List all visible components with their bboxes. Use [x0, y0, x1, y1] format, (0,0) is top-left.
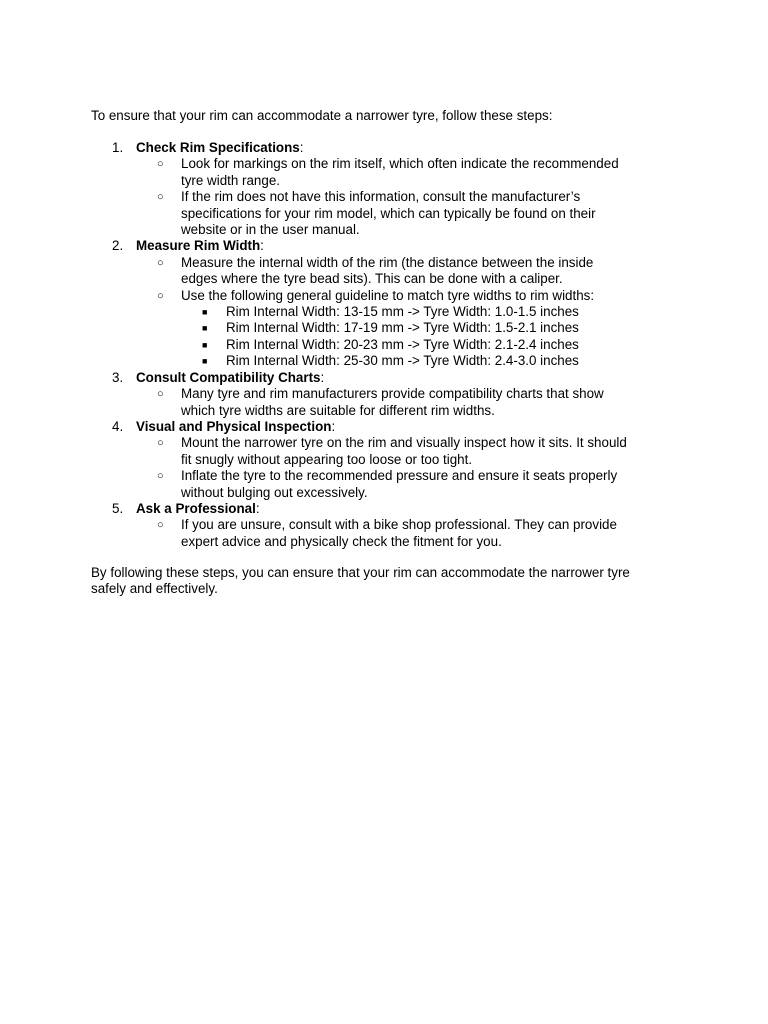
- step-sublist: [136, 435, 691, 501]
- step-colon: :: [255, 500, 260, 516]
- guideline-text: Rim Internal Width: 20-23 mm -> Tyre Width: 2.1-2.4 inches: [226, 336, 579, 352]
- step-sublist: [136, 517, 691, 550]
- intro-paragraph: To ensure that your rim can accommodate a narrower tyre, follow these steps:: [91, 108, 553, 123]
- step-number: 2.: [112, 238, 124, 254]
- sub-item-text: Many tyre and rim manufacturers provide compatibility charts that show which tyre widths are suitable for different rim widths.: [181, 386, 604, 418]
- hollow-circle-bullet-icon: ○: [157, 256, 164, 269]
- guideline-item: [181, 353, 631, 369]
- step-colon: :: [320, 369, 325, 385]
- step-colon: :: [299, 140, 304, 155]
- sub-item-text: Inflate the tyre to the recommended pressure and ensure it seats properly without bulging out excessively.: [181, 468, 618, 500]
- sub-item: [136, 255, 631, 288]
- step-item: [91, 501, 691, 550]
- sub-item-text: If you are unsure, consult with a bike shop professional. They can provide expert advice and physically check the fitment for you.: [181, 517, 617, 549]
- sub-item-text: Mount the narrower tyre on the rim and visually inspect how it sits. It should fit snugly without appearing too loose or too tight.: [181, 435, 627, 467]
- steps-list: [91, 140, 691, 550]
- sub-item: [136, 517, 631, 550]
- guideline-list: [181, 304, 631, 370]
- square-bullet-icon: ■: [202, 339, 208, 350]
- sub-item-text: Look for markings on the rim itself, which often indicate the recommended tyre width range.: [181, 156, 619, 188]
- step-sublist: [136, 386, 691, 419]
- guideline-item: [181, 320, 631, 336]
- sub-item: [136, 288, 631, 370]
- step-sublist: [136, 255, 691, 370]
- step-item: [91, 370, 691, 419]
- square-bullet-icon: ■: [202, 307, 208, 318]
- hollow-circle-bullet-icon: ○: [157, 289, 164, 302]
- sub-item-text: Measure the internal width of the rim (the distance between the inside edges where the tyre bead sits). This can be done with a caliper.: [181, 254, 594, 287]
- outro-paragraph: By following these steps, you can ensure that your rim can accommodate the narrower tyre safely and effectively.: [91, 565, 630, 597]
- square-bullet-icon: ■: [202, 356, 208, 367]
- step-number: 4.: [112, 418, 124, 434]
- step-number: 5.: [112, 500, 124, 516]
- step-number: 1.: [112, 140, 124, 155]
- sub-item-text: Use the following general guideline to match tyre widths to rim widths:: [181, 287, 595, 303]
- step-colon: :: [331, 418, 336, 434]
- sub-item: [136, 156, 631, 189]
- step-title: Ask a Professional: [136, 500, 256, 516]
- step-title: Measure Rim Width: [136, 238, 261, 254]
- step-item: [91, 238, 691, 369]
- step-number: 3.: [112, 369, 124, 385]
- guideline-item: [181, 337, 631, 353]
- step-item: [91, 419, 691, 501]
- hollow-circle-bullet-icon: ○: [157, 470, 164, 483]
- hollow-circle-bullet-icon: ○: [157, 519, 164, 532]
- step-colon: :: [260, 238, 264, 254]
- hollow-circle-bullet-icon: ○: [157, 158, 164, 171]
- guideline-text: Rim Internal Width: 17-19 mm -> Tyre Width: 1.5-2.1 inches: [226, 320, 579, 336]
- sub-item: [136, 386, 631, 419]
- sub-item: [136, 435, 631, 468]
- step-item: [91, 140, 691, 238]
- step-title: Consult Compatibility Charts: [136, 369, 321, 385]
- hollow-circle-bullet-icon: ○: [157, 437, 164, 450]
- square-bullet-icon: ■: [202, 323, 208, 334]
- sub-item: [136, 468, 631, 501]
- step-sublist: [136, 156, 691, 238]
- hollow-circle-bullet-icon: ○: [157, 191, 164, 204]
- guideline-text: Rim Internal Width: 25-30 mm -> Tyre Width: 2.4-3.0 inches: [226, 353, 579, 369]
- hollow-circle-bullet-icon: ○: [157, 388, 164, 401]
- guideline-text: Rim Internal Width: 13-15 mm -> Tyre Width: 1.0-1.5 inches: [226, 304, 579, 320]
- sub-item-text: If the rim does not have this information, consult the manufacturer’s specifications for your rim model, which can typically be found on their website or in the user manual.: [181, 189, 596, 238]
- sub-item: [136, 189, 631, 238]
- step-title: Visual and Physical Inspection: [136, 418, 332, 434]
- guideline-item: [181, 304, 631, 320]
- step-title: Check Rim Specifications: [136, 140, 300, 155]
